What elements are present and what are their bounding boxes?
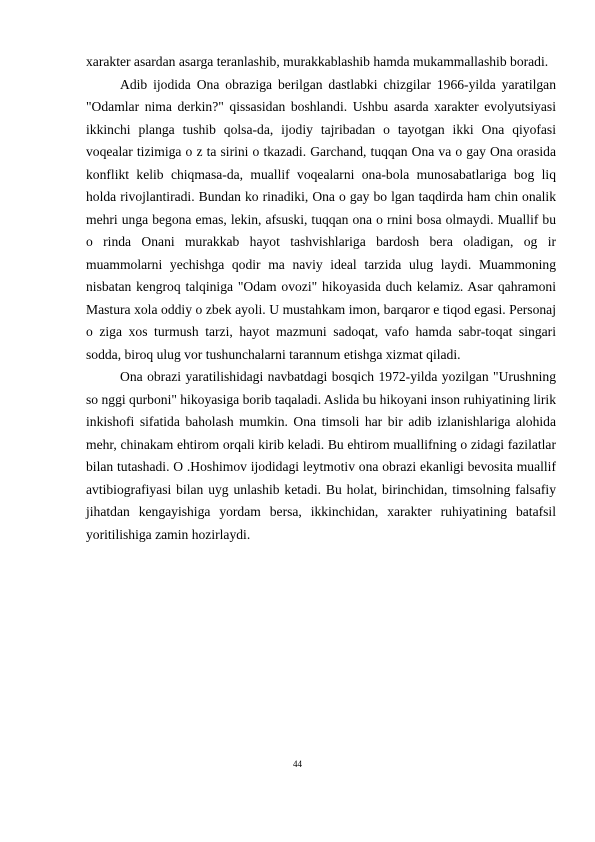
paragraph-ona-obrazi-second: Ona obrazi yaratilishidagi navbatdagi bosqich 1972-yilda yozilgan "Urushning so nggi qurboni" hikoyasiga borib taqaladi. Aslida bu hikoyani inson ruhiyatining lirik inkishofi sifatida baholash mumkin. Ona timsoli har bir adib izlanishlariga alohida mehr, chinakam ehtirom orqali kirib keladi. Bu ehtirom muallifning o zidagi fazilatlar bilan tutashadi. O .Hoshimov ijodidagi leytmotiv ona obrazi ekanligi bevosita muallif avtibiografiyasi bilan uyg unlashib ketadi. Bu holat, birinchidan, timsolning falsafiy jihatdan kengayishiga yordam bersa, ikkinchidan, xarakter ruhiyatining batafsil yoritilishiga zamin hozirlaydi.: [86, 369, 556, 542]
paragraph-continuation: xarakter asardan asarga teranlashib, murakkablashib hamda mukammallashib boradi.: [86, 54, 549, 69]
page-number: 44: [293, 759, 302, 769]
document-body: [86, 51, 556, 546]
paragraph-ona-obrazi-first: Adib ijodida Ona obraziga berilgan dastlabki chizgilar 1966-yilda yaratilgan "Odamlar nima derkin?" qissasidan boshlandi. Ushbu asarda xarakter evolyutsiyasi ikkinchi planga tushib qolsa-da, ijodiy tajribadan o tayotgan ikki Ona qiyofasi voqealar tizimiga o z ta sirini o tkazadi. Garchand, tuqqan Ona va o gay Ona orasida konflikt kelib chiqmasa-da, muallif voqealarni ona-bola munosabatlariga bog liq holda rivojlantiradi. Bundan ko rinadiki, Ona o gay bo lgan taqdirda ham chin onalik mehri unga begona emas, lekin, afsuski, tuqqan ona o rnini bosa olmaydi. Muallif bu o rinda Onani murakkab hayot tashvishlariga bardosh bera oladigan, og ir muammolarni yechishga qodir ma naviy ideal tarzida ulug laydi. Muammoning nisbatan kengroq talqiniga "Odam ovozi" hikoyasida duch kelamiz. Asar qahramoni Mastura xola oddiy o zbek ayoli. U mustahkam imon, barqaror e tiqod egasi. Personaj o ziga xos turmush tarzi, hayot mazmuni sadoqat, vafo hamda sabr-toqat singari sodda, biroq ulug vor tushunchalarni tarannum etishga xizmat qiladi.: [86, 76, 556, 362]
